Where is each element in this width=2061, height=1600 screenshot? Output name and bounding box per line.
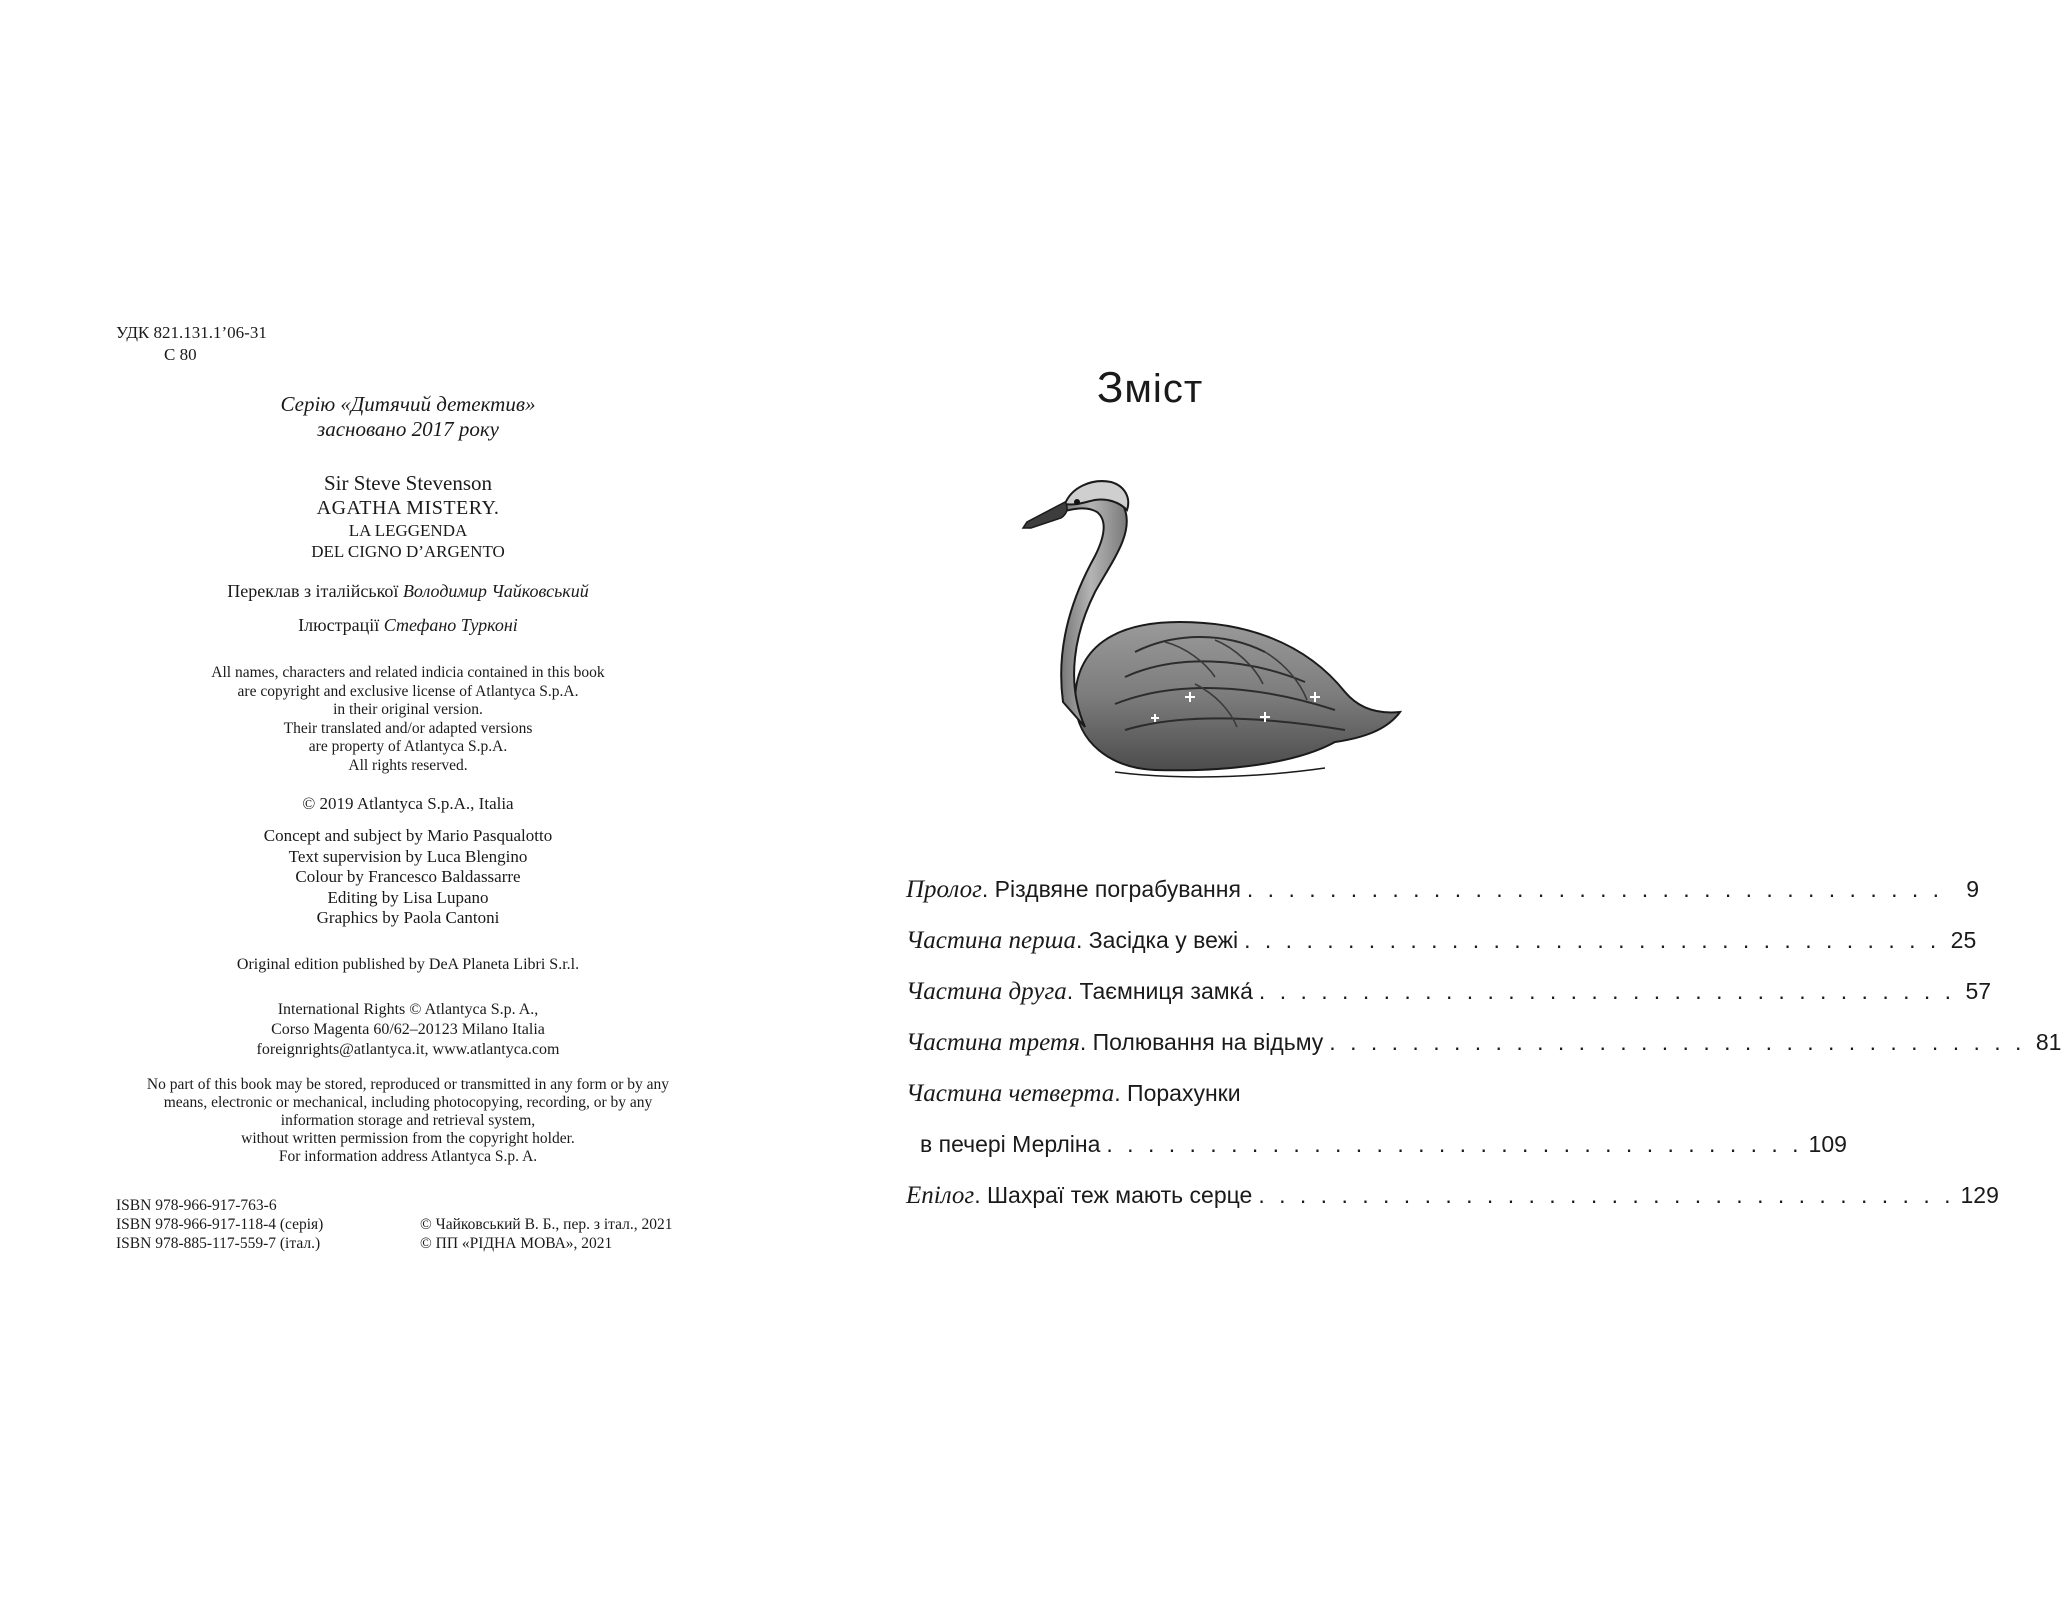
imprint-page xyxy=(0,0,800,1600)
toc-entry[interactable] xyxy=(906,1182,1999,1233)
illustrator-credit xyxy=(108,614,708,636)
legal-line: in their original version. xyxy=(333,701,483,718)
toc-part-name: Епілог xyxy=(906,1182,975,1209)
contents-title xyxy=(1097,363,1203,413)
reproduction-notice xyxy=(108,1076,708,1166)
staff-line: Concept and subject by Mario Pasqualotto xyxy=(263,826,553,845)
toc-entry-continuation[interactable] xyxy=(906,1131,1847,1182)
series-line-1: Серію «Дитячий детектив» xyxy=(280,392,536,416)
copyright-line-publisher: © ПП «РІДНА МОВА», 2021 xyxy=(420,1235,613,1252)
swan-illustration xyxy=(1015,472,1410,807)
toc-part-name: Пролог xyxy=(906,876,982,903)
legal-line: All rights reserved. xyxy=(348,756,468,774)
legal-line: Their translated and/or adapted versions xyxy=(283,719,533,737)
udk-author-code: С 80 xyxy=(164,345,197,364)
toc-part-name: Частина друга xyxy=(906,978,1067,1005)
rights-line: foreignrights@atlantyca.it, www.atlantyca.com xyxy=(256,1041,560,1058)
toc-chapter-title: . Полювання на відьму xyxy=(1079,1029,1324,1055)
original-subtitle-1: LA LEGGENDA xyxy=(348,521,468,540)
isbn-line: ISBN 978-885-117-559-7 (італ.) xyxy=(116,1235,321,1252)
toc-chapter-title: . Порахунки xyxy=(1114,1080,1241,1106)
contents-page xyxy=(800,0,2061,1600)
toc-entry[interactable] xyxy=(906,876,1980,927)
author-name: Sir Steve Stevenson xyxy=(324,471,492,495)
toc-chapter-title: . Засідка у вежі xyxy=(1076,927,1239,953)
toc-chapter-title: . Таємниця замка́ xyxy=(1066,978,1253,1004)
legal-line: All names, characters and related indicia contained in this book xyxy=(211,664,605,681)
toc-entry-label xyxy=(906,978,1253,1006)
isbn-line: ISBN 978-966-917-118-4 (серія) xyxy=(116,1216,324,1233)
staff-line: Editing by Lisa Lupano xyxy=(327,887,489,907)
series-note xyxy=(108,392,708,442)
toc-entry[interactable] xyxy=(906,1029,2061,1080)
toc-entry[interactable] xyxy=(906,978,1992,1029)
notice-line: information storage and retrieval system, xyxy=(280,1112,536,1129)
series-line-2: засновано 2017 року xyxy=(317,417,499,441)
notice-line: means, electronic or mechanical, including photocopying, recording, or by any xyxy=(163,1094,653,1111)
toc-entry-label xyxy=(906,876,1241,904)
isbn-block xyxy=(116,1196,323,1253)
copyright-line-translator: © Чайковський В. Б., пер. з італ., 2021 xyxy=(420,1216,673,1233)
toc-entry-label xyxy=(906,1029,1323,1057)
toc-chapter-title: . Різдвяне пограбування xyxy=(981,876,1241,902)
contents-title-initial: З xyxy=(1096,362,1125,412)
toc-chapter-title: в печері Мерліна xyxy=(920,1131,1101,1157)
translator-name: Володимир Чайковський xyxy=(402,581,589,601)
notice-line: For information address Atlantyca S.p. A. xyxy=(278,1148,538,1165)
notice-line: No part of this book may be stored, reproduced or transmitted in any form or by any xyxy=(146,1076,670,1093)
toc-leader-dots: . . . . . . . . . . . . . . . . . . . . . . . . . . . . . . . . . . xyxy=(1258,1182,1955,1208)
toc-leader-dots: . . . . . . . . . . . . . . . . . . . . . . . . . . . . . . . . . . xyxy=(1329,1029,2026,1055)
toc-part-name: Частина третя xyxy=(906,1029,1080,1056)
notice-line: without written permission from the copyright holder. xyxy=(241,1130,575,1147)
toc-part-name: Частина перша xyxy=(906,927,1076,954)
toc-page-number: 109 xyxy=(1808,1131,1847,1157)
toc-leader-dots: . . . . . . . . . . . . . . . . . . . . . . . . . . . . . . . . . . xyxy=(1258,978,1956,1004)
contents-title-rest: міст xyxy=(1124,366,1204,411)
original-title: AGATHA MISTERY. xyxy=(316,497,500,519)
rights-line: Corso Magenta 60/62–20123 Milano Italia xyxy=(271,1021,545,1038)
original-subtitle-2: DEL CIGNO D’ARGENTO xyxy=(311,542,505,561)
toc-entry[interactable] xyxy=(906,1080,1490,1131)
contents-list xyxy=(906,876,2061,1233)
toc-page-number: 9 xyxy=(1966,876,1980,902)
toc-chapter-title: . Шахраї теж мають серце xyxy=(974,1182,1253,1208)
original-title-block xyxy=(108,470,708,562)
rights-block xyxy=(108,1000,708,1060)
translation-copyright-block xyxy=(420,1215,673,1253)
toc-page-number: 25 xyxy=(1950,927,1977,953)
toc-page-number: 81 xyxy=(2035,1029,2061,1055)
translated-by-label: Переклав з італійської xyxy=(227,581,399,601)
toc-page-number: 129 xyxy=(1960,1182,1999,1208)
toc-entry-label xyxy=(906,1080,1241,1108)
isbn-line: ISBN 978-966-917-763-6 xyxy=(116,1197,277,1214)
staff-line: Colour by Francesco Baldassarre xyxy=(295,867,521,886)
toc-entry-label xyxy=(920,1131,1100,1159)
translator-credit xyxy=(108,580,708,602)
rights-line: International Rights © Atlantyca S.p. A., xyxy=(277,1001,539,1018)
udk-block xyxy=(116,322,267,366)
toc-page-number: 57 xyxy=(1965,978,1992,1004)
toc-entry-label xyxy=(906,927,1238,955)
staff-line: Graphics by Paola Cantoni xyxy=(316,908,500,927)
illustrations-label: Ілюстрації xyxy=(298,615,380,635)
credits-block xyxy=(108,580,708,648)
toc-part-name: Частина четверта xyxy=(906,1080,1115,1107)
staff-credits xyxy=(108,826,708,929)
toc-leader-dots: . . . . . . . . . . . . . . . . . . . . . . . . . . . . . . . . . . xyxy=(1244,927,1941,953)
illustrator-name: Стефано Турконі xyxy=(383,615,518,635)
staff-line: Text supervision by Luca Blengino xyxy=(288,846,528,866)
toc-entry[interactable] xyxy=(906,927,1977,978)
toc-leader-dots: . . . . . . . . . . . . . . . . . . . . . . . . . . . . . . . . . . xyxy=(1246,876,1944,902)
original-edition: Original edition published by DeA Planeta Libri S.r.l. xyxy=(236,956,580,973)
udk-number: УДК 821.131.1’06-31 xyxy=(116,323,267,342)
toc-entry-label xyxy=(906,1182,1252,1210)
legal-line: are property of Atlantyca S.p.A. xyxy=(308,738,508,755)
copyright-line: © 2019 Atlantyca S.p.A., Italia xyxy=(302,794,514,813)
legal-notice xyxy=(108,664,708,775)
legal-line: are copyright and exclusive license of Atlantyca S.p.A. xyxy=(237,682,579,700)
toc-leader-dots: . . . . . . . . . . . . . . . . . . . . . . . . . . . . . . . . . . xyxy=(1106,1131,1803,1157)
